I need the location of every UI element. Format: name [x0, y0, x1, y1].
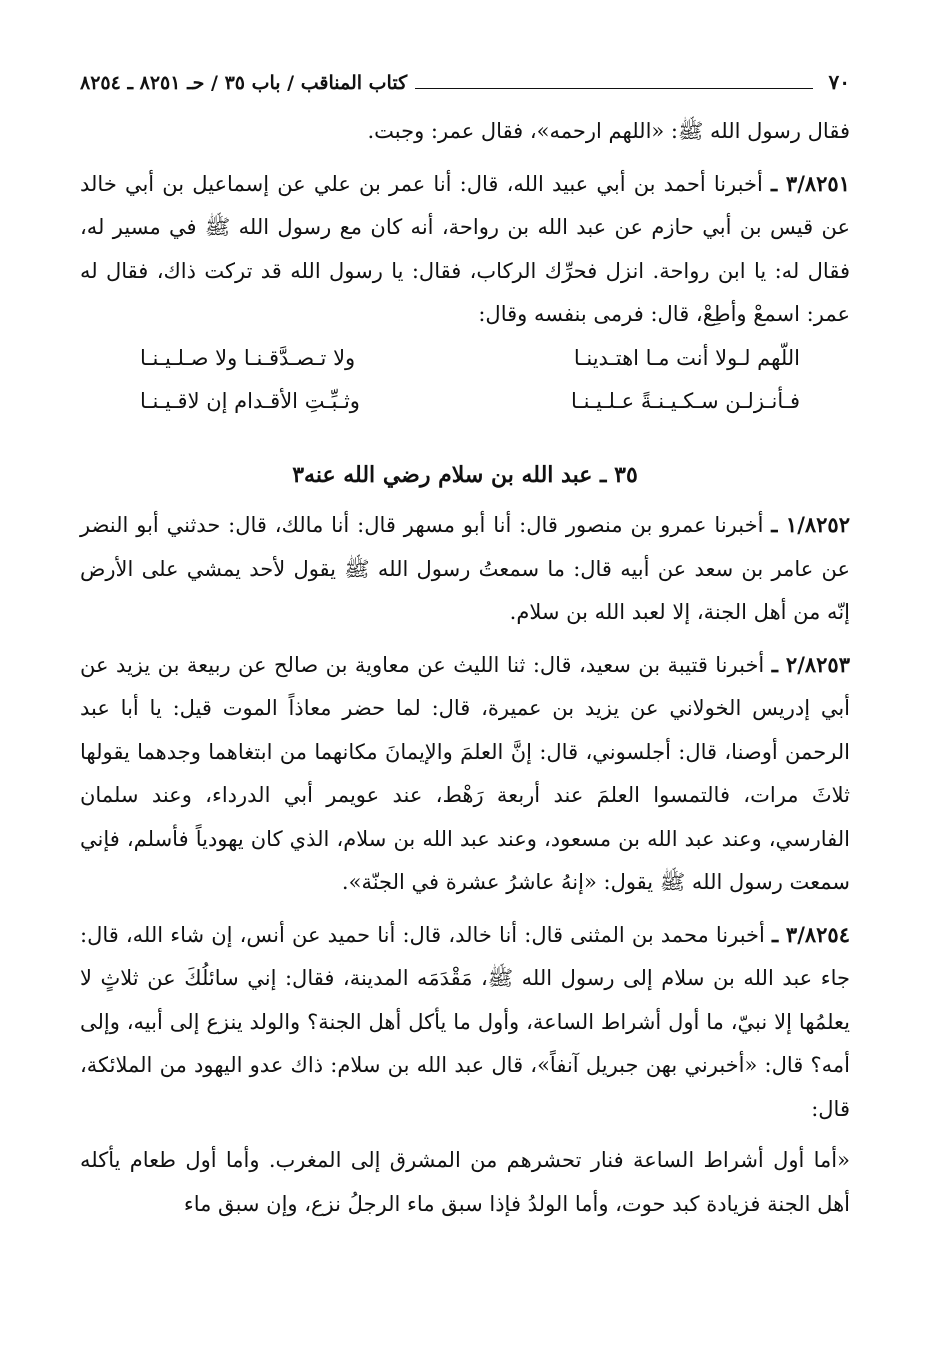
- hadith-text: أخبرنا عمرو بن منصور قال: أنا أبو مسهر قال: أنا مالك، قال: حدثني أبو النضر عن عامر بن سعد عن أبيه قال: ما سمعتُ رسول الله ﷺ يقول لأحد يمشي على الأرض إنّه من أهل الجنة، إلا لعبد الله بن سلام.: [80, 513, 850, 624]
- paragraph-continuation: [80, 110, 850, 154]
- verse-second-hemistich: ولا تـصـدَّقـنـا ولا صـلـيـنـا: [140, 345, 356, 370]
- verse-first-hemistich: فـأنـزلـن سـكـيـنـةً عـلـيـنـا: [571, 389, 800, 413]
- book-page: [80, 70, 850, 1226]
- poem: [140, 337, 800, 424]
- hadith-8251: [80, 162, 850, 337]
- hadith-number: ٣/٨٢٥١ ـ: [770, 170, 850, 196]
- header-rule: [415, 88, 812, 89]
- body-text: [80, 110, 850, 1226]
- hadith-text: أخبرنا أحمد بن أبي عبيد الله، قال: أنا عمر بن علي عن إسماعيل بن أبي خالد عن قيس بن أبي حازم عن عبد الله بن رواحة، أنه كان مع رسول الله ﷺ في مسير له، فقال له: يا ابن رواحة. انزل فحرِّك الركاب، فقال: يا رسول الله قد تركت ذاك، فقال له عمر: اسمعْ وأطِعْ، قال: فرمى بنفسه وقال:: [80, 171, 850, 326]
- verse-first-hemistich: اللّهم لـولا أنت مـا اهتـدينـا: [573, 345, 800, 370]
- section-heading: ٣٥ ـ عبد الله بن سلام رضي الله عنه٣: [292, 461, 638, 488]
- hadith-8252: [80, 503, 850, 635]
- poem-verse: [140, 380, 800, 424]
- hadith-8254: [80, 913, 850, 1132]
- hadith-text: أخبرنا محمد بن المثنى قال: أنا خالد، قال: أنا حميد عن أنس، إن شاء الله، قال: جاء عبد الله بن سلام إلى رسول الله ﷺ، مَقْدَمَه المدينة، فقال: إني سائلُكَ عن ثلاثٍ لا يعلمُها إلا نبيّ، ما أول أشراط الساعة، وأول ما يأكل أهل الجنة؟ والولد ينزع إلى أبيه، وإلى أمه؟ قال: «أخبرني بهن جبريل آنفاً»، قال عبد الله بن سلام: ذاك عدو اليهود من الملائكة، قال:: [80, 922, 850, 1121]
- poem-verse: [140, 337, 800, 381]
- hadith-text: أخبرنا قتيبة بن سعيد، قال: ثنا الليث عن معاوية بن صالح عن ربيعة بن يزيد عن أبي إدريس الخولاني عن يزيد بن عميرة، قال: لما حضر معاذاً الموت قيل: يا أبا عبد الرحمن أوصنا، قال: أجلسوني، قال: إنَّ العلمَ والإيمانَ مكانهما من ابتغاهما وجدهما يقولها ثلاثَ مرات، فالتمسوا العلمَ عند أربعة رَهْط، عند عويمر أبي الدرداء، وعند سلمان الفارسي، وعند عبد الله بن مسعود، وعند عبد الله بن سلام، الذي كان يهودياً فأسلم، فإني سمعت رسول الله ﷺ يقول: «إنهُ عاشرُ عشرة في الجنّة».: [80, 652, 850, 894]
- paragraph-text: فقال رسول الله ﷺ: «اللهم ارحمه»، فقال عمر: وجبت.: [367, 119, 850, 143]
- hadith-8254-continuation: [80, 1139, 850, 1226]
- paragraph-text: «أما أول أشراط الساعة فنار تحشرهم من المشرق إلى المغرب. وأما أول طعام يأكله أهل الجنة فزيادة كبد حوت، وأما الولدُ فإذا سبق ماء الرجلُ نزع، وإن سبق ماء: [80, 1148, 850, 1216]
- hadith-number: ٣/٨٢٥٤ ـ: [772, 921, 850, 947]
- running-title: كتاب المناقب / باب ٣٥ / حـ ٨٢٥١ ـ ٨٢٥٤: [80, 72, 408, 94]
- page-number: ٧٠: [828, 70, 850, 94]
- hadith-number: ٢/٨٢٥٣ ـ: [771, 651, 850, 677]
- verse-second-hemistich: وثـبِّـتِ الأقـدام إن لاقـيـنـا: [140, 389, 360, 413]
- hadith-8253: [80, 643, 850, 905]
- running-header: [80, 70, 850, 110]
- hadith-number: ١/٨٢٥٢ ـ: [771, 512, 850, 537]
